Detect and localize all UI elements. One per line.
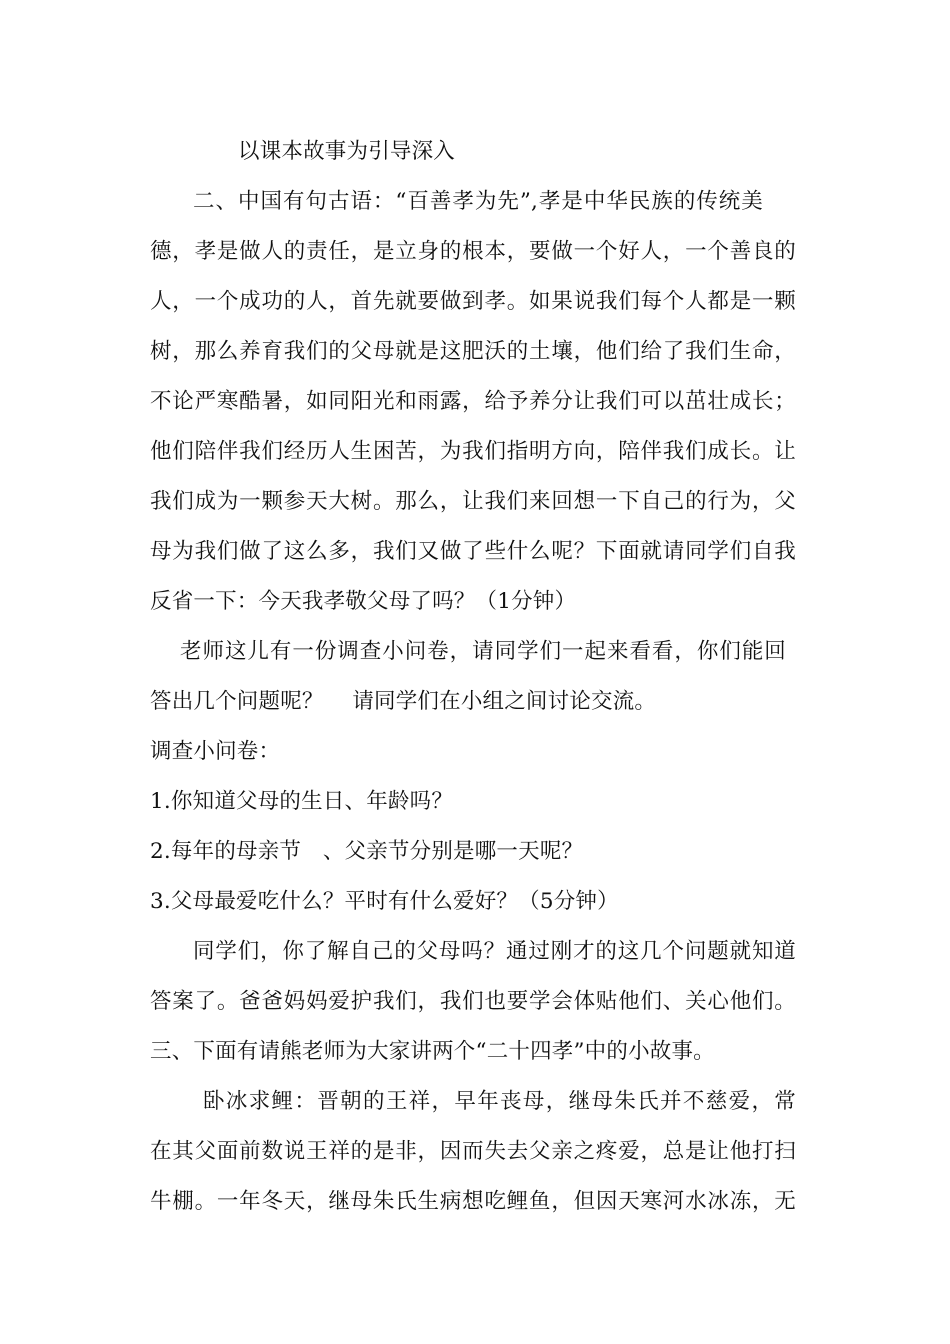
survey-question: 3.父母最爱吃什么？平时有什么爱好？（5分钟） xyxy=(150,889,619,914)
survey-question: 2.每年的母亲节 、父亲节分别是哪一天呢？ xyxy=(150,839,584,864)
paragraph-line: 不论严寒酷暑，如同阳光和雨露，给予养分让我们可以茁壮成长； xyxy=(150,389,796,414)
survey-title: 调查小问卷： xyxy=(150,739,281,764)
paragraph-line: 德，孝是做人的责任，是立身的根本，要做一个好人，一个善良的 xyxy=(150,239,796,264)
paragraph-line: 他们陪伴我们经历人生困苦，为我们指明方向，陪伴我们成长。让 xyxy=(150,439,796,464)
paragraph-line: 同学们，你了解自己的父母吗？通过刚才的这几个问题就知道 xyxy=(193,939,796,964)
paragraph-line: 老师这儿有一份调查小问卷，请同学们一起来看看，你们能回 xyxy=(180,639,786,664)
paragraph-line: 反省一下：今天我孝敬父母了吗？（1分钟） xyxy=(150,589,577,614)
paragraph-line: 二、中国有句古语：“百善孝为先”,孝是中华民族的传统美 xyxy=(193,189,763,214)
section-heading-text: 三、下面有请熊老师为大家讲两个“二十四孝”中的小故事。 xyxy=(150,1039,715,1064)
paragraph-line: 树，那么养育我们的父母就是这肥沃的土壤，他们给了我们生命， xyxy=(150,339,796,364)
story-line: 牛棚。一年冬天，继母朱氏生病想吃鲤鱼，但因天寒河水冰冻，无 xyxy=(150,1189,796,1214)
paragraph-line: 母为我们做了这么多，我们又做了些什么呢？下面就请同学们自我 xyxy=(150,539,796,564)
survey-question: 1.你知道父母的生日、年龄吗？ xyxy=(150,789,454,814)
story-line: 卧冰求鲤：晋朝的王祥，早年丧母，继母朱氏并不慈爱，常 xyxy=(203,1089,796,1114)
paragraph-line: 答案了。爸爸妈妈爱护我们，我们也要学会体贴他们、关心他们。 xyxy=(150,989,796,1014)
section-heading-text: 以课本故事为引导深入 xyxy=(238,139,456,164)
paragraph-line: 我们成为一颗参天大树。那么，让我们来回想一下自己的行为，父 xyxy=(150,489,796,514)
paragraph-line: 答出几个问题呢？ 请同学们在小组之间讨论交流。 xyxy=(150,689,657,714)
story-line: 在其父面前数说王祥的是非，因而失去父亲之疼爱，总是让他打扫 xyxy=(150,1139,796,1164)
paragraph-line: 人，一个成功的人，首先就要做到孝。如果说我们每个人都是一颗 xyxy=(150,289,796,314)
